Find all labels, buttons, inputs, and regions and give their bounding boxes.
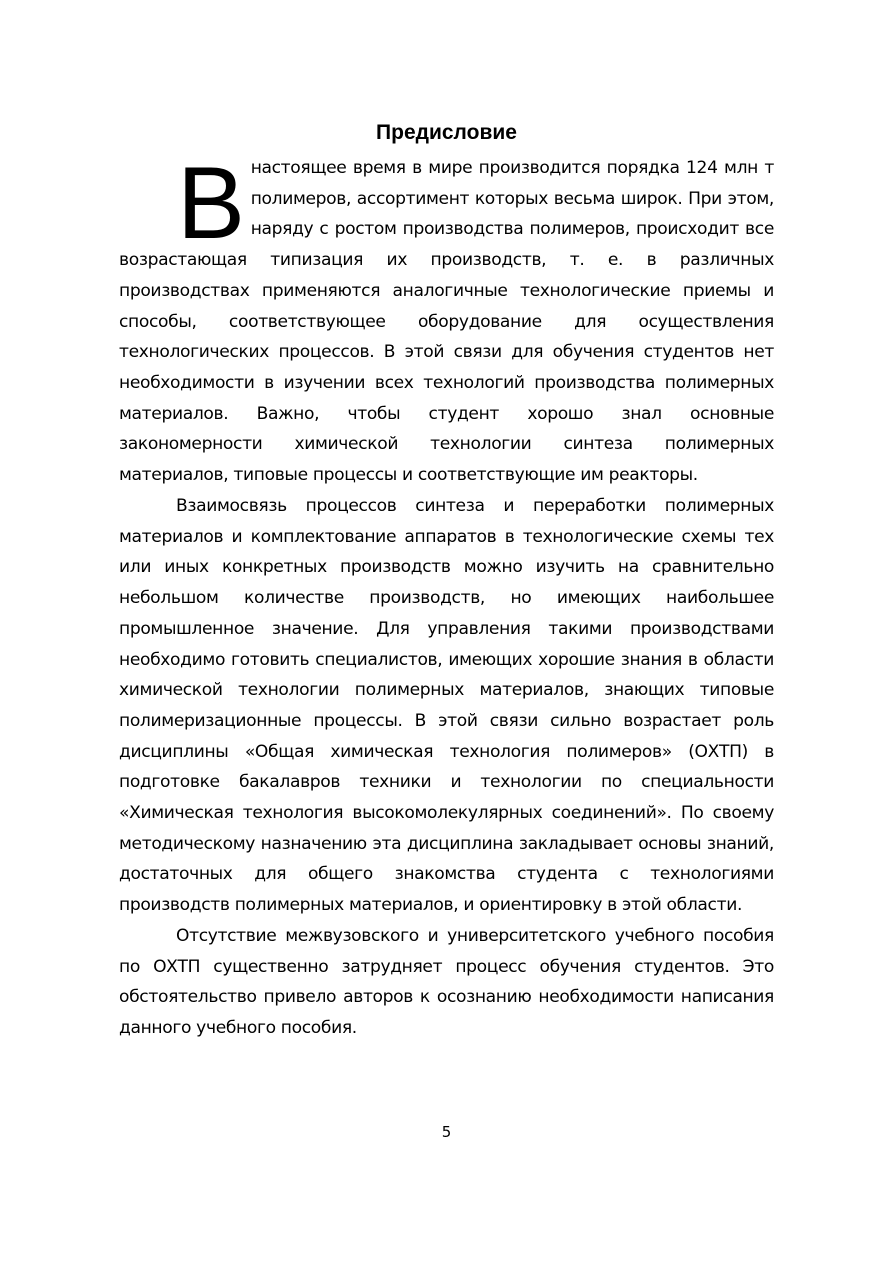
paragraph-1-text: настоящее время в мире производится порядка 124 млн т полимеров, ассортимент которых весьма широк. При этом, наряду с ростом производства полимеров, происходит все возрастающая типизация их производств, т. е. в различных производствах применяются аналогичные технологические приемы и способы, соответствующее оборудование для осуществления технологических процессов. В этой связи для обучения студентов нет необходимости в изучении всех технологий производства полимерных материалов. Важно, чтобы студент хорошо знал основные закономерности химической технологии синтеза полимерных материалов, типовые процессы и соответствующие им реакторы. bbox=[119, 158, 774, 486]
page-number: 5 bbox=[441, 1123, 452, 1141]
paragraph-3: Отсутствие межвузовского и университетского учебного пособия по ОХТП существенно затрудняет процесс обучения студентов. Это обстоятельство привело авторов к осознанию необходимости написания данного учебного пособия. bbox=[119, 926, 774, 1039]
page-title: Предисловие bbox=[376, 121, 517, 144]
paragraph-1 bbox=[119, 146, 774, 491]
paragraph-2: Взаимосвязь процессов синтеза и переработки полимерных материалов и комплектование аппаратов в технологические схемы тех или иных конкретных производств можно изучить на сравнительно небольшом количестве производств, но имеющих наибольшее промышленное значение. Для управления такими производствами необходимо готовить специалистов, имеющих хорошие знания в области химической технологии полимерных материалов, знающих типовые полимеризационные процессы. В этой связи сильно возрастает роль дисциплины «Общая химическая технология полимеров» (ОХТП) в подготовке бакалавров техники и технологии по специальности «Химическая технология высокомолекулярных соединений». По своему методическому назначению эта дисциплина закладывает основы знаний, достаточных для общего знакомства студента с технологиями производств полимерных материалов, и ориентировку в этой области. bbox=[119, 496, 774, 916]
drop-cap: В bbox=[177, 146, 245, 260]
